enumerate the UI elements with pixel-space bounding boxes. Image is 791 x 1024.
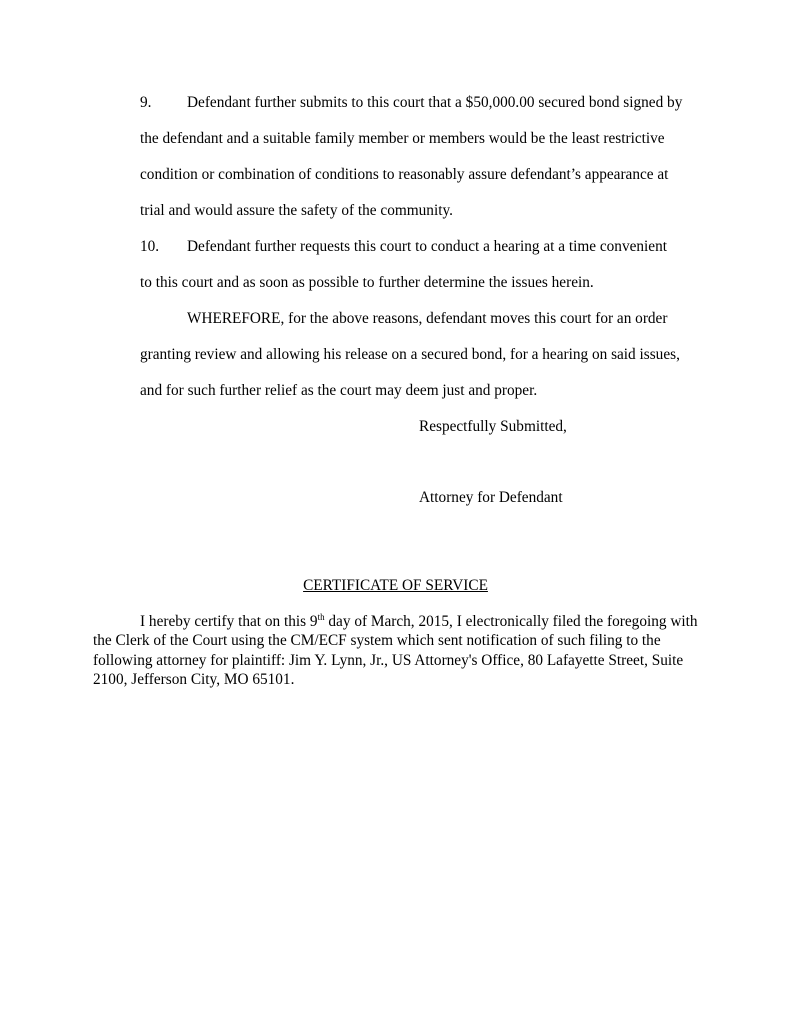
paragraph-9-text-1: Defendant further submits to this court that a $50,000.00 secured bond signed by xyxy=(187,94,683,111)
paragraph-10-text-1: Defendant further requests this court to conduct a hearing at a time convenient xyxy=(187,238,667,255)
wherefore-line-1: WHEREFORE, for the above reasons, defendant moves this court for an order xyxy=(187,310,668,327)
certificate-ordinal-suffix: th xyxy=(317,612,325,622)
certificate-body xyxy=(93,612,703,689)
paragraph-9-line-4: trial and would assure the safety of the community. xyxy=(140,202,453,219)
wherefore-line-2: granting review and allowing his release on a secured bond, for a hearing on said issues, xyxy=(140,346,680,363)
paragraph-9-line-2: the defendant and a suitable family member or members would be the least restrictive xyxy=(140,130,665,147)
paragraph-9-line-3: condition or combination of conditions to reasonably assure defendant’s appearance at xyxy=(140,166,669,183)
paragraph-10-number: 10. xyxy=(140,238,160,255)
paragraph-10-line-1 xyxy=(140,238,667,256)
wherefore-line-3: and for such further relief as the court may deem just and proper. xyxy=(140,382,538,399)
paragraph-10-line-2: to this court and as soon as possible to further determine the issues herein. xyxy=(140,274,594,291)
signature-role: Attorney for Defendant xyxy=(419,489,563,506)
certificate-title-text: CERTIFICATE OF SERVICE xyxy=(303,577,488,594)
certificate-text-end: day of March, 2015, I electronically filed the foregoing with the Clerk of the Court using the CM/ECF system which sent notification of such filing to the following attorney for plaintiff: Jim Y. Lynn, Jr., US Attorney's Office, 80 Lafayette Street, Suite 2100, Jefferson City, MO 65101. xyxy=(93,613,698,688)
signature-closing: Respectfully Submitted, xyxy=(419,418,567,435)
certificate-title xyxy=(0,577,791,595)
certificate-text-start: I hereby certify that on this 9 xyxy=(140,613,318,630)
paragraph-9-line-1 xyxy=(140,94,682,112)
paragraph-9-number: 9. xyxy=(140,94,152,111)
